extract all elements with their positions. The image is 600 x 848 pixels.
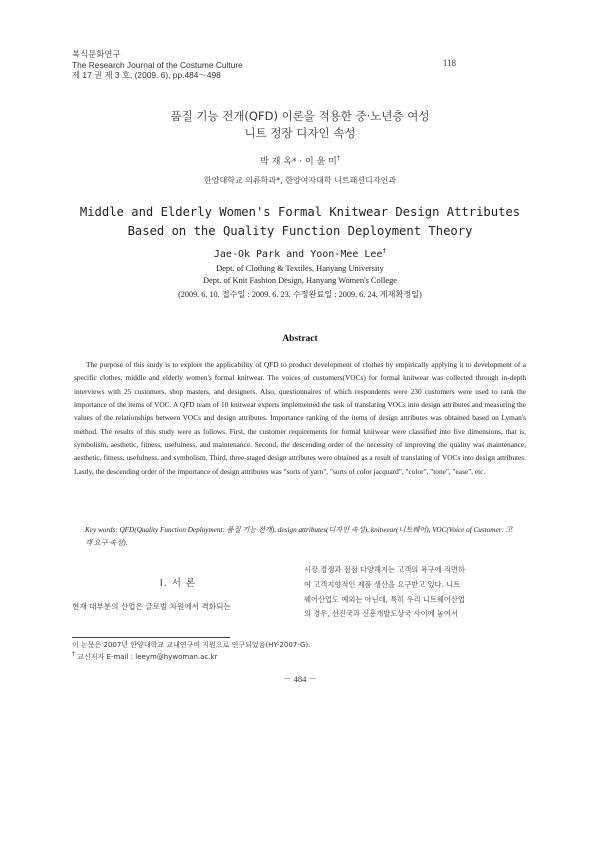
english-corresponding-mark: † — [382, 247, 387, 255]
english-authors — [0, 249, 600, 260]
korean-title-line-2: 니트 정장 디자인 속성 — [244, 126, 356, 140]
affiliation-2: Dept. of Knit Fashion Design, Hanyang Women's College — [203, 276, 397, 285]
footnote-corresponding — [72, 651, 310, 663]
journal-name-korean: 복식문화연구 — [72, 49, 121, 59]
footnote-divider — [72, 637, 230, 638]
korean-affiliation: 한양대학교 의류학과*, 한양여자대학 니트패션디자인과 — [204, 176, 396, 185]
section-title: Ⅰ. 서 론 — [159, 578, 197, 589]
english-title — [0, 203, 600, 241]
footnote-funding: 이 논문은 2007년 한양대학교 교내연구비 지원으로 연구되었음(HY-2007-G). — [72, 641, 311, 649]
corner-page-number: 118 — [442, 58, 456, 68]
right-line-2: 여 고객지향적인 제품 생산을 요구받고 있다. 니트 — [304, 579, 461, 589]
korean-authors — [0, 154, 600, 167]
korean-author-names: 박 재 옥* · 이 윤 미 — [260, 157, 337, 167]
page-number-footer: － 484 － — [282, 674, 317, 684]
journal-header — [72, 49, 243, 81]
right-line-4: 의 경우, 선진국과 신흥개발도상국 사이에 놓여서 — [304, 609, 458, 619]
keywords: Key words: QFD(Quality Function Deployment: 품질 기능 전개), design attributes(디자인 속성), knitwear(니트웨어), VOC(Voice of Customer: 고객 요구 속성). — [85, 526, 513, 547]
right-column — [304, 563, 526, 622]
corresponding-mark: † — [336, 155, 340, 162]
footnote-mark: † — [72, 650, 75, 658]
abstract-heading: Abstract — [282, 334, 318, 344]
left-column-text: 현재 대부분의 산업은 글로벌 차원에서 격화되는 — [72, 602, 231, 611]
korean-title — [0, 108, 600, 142]
left-column — [72, 568, 284, 612]
journal-name-english: The Research Journal of the Costume Culture — [72, 59, 243, 70]
abstract-text: The purpose of this study is to explore the applicability of QFD to product development of clothes by empirically applying it to development of a specific clothes, middle and elderly women's formal knitwear. The voices of customers(VOCs) for formal knitwear was collected through in-depth interviews with 25 customers, shop masters, and designers. Also, questionnaires of which respondents were 230 customers were used to rank the importance of the items of VOC. A QFD team of 10 knitwear experts implemented the task of translating VOCs into design attributes and measuring the values of the relationships between VOCs and design attributes. Importance ranking of the items of design attributes was obtained based on Lyman's method. The results of this study were as follows. First, the customer requirements for formal knitwear were classified into five dimensions, that is, symbolism, aesthetic, fitness, usefulness, and maintenance. Second, the descending order of the necessity of improving the quality was maintenance, aesthetic, fitness, usefulness, and symbolism. Third, three-staged design attributes were obtained as a result of translating of VOCs into design attributes. Lastly, the descending order of the importance of design attributes was "sorts of yarn", "sorts of color jacquard", "color", "tone", "ease", etc. — [74, 360, 526, 476]
korean-title-line-1: 품질 기능 전개(QFD) 이론을 적용한 중·노년층 여성 — [170, 109, 430, 123]
english-author-names: Jae-Ok Park and Yoon-Mee Lee — [213, 249, 383, 260]
right-line-3: 웨어산업도 예외는 아닌데, 특히 우리 니트웨어산업 — [304, 594, 465, 604]
footnote-email: 교신저자 E-mail : leeym@hywoman.ac.kr — [77, 653, 218, 661]
affiliation-1: Dept. of Clothing & Textiles, Hanyang University — [216, 264, 384, 273]
right-line-1: 시장 경쟁과 점점 다양해지는 고객의 욕구에 직면하 — [304, 565, 465, 574]
english-affiliations — [0, 263, 600, 287]
volume-info: 제 17 권 제 3 호, (2009. 6), pp.484～498 — [72, 70, 221, 80]
footnotes — [72, 639, 310, 663]
english-title-line-2: Based on the Quality Function Deployment Theory — [127, 224, 473, 238]
submission-dates: (2009. 6. 10. 접수일 : 2009. 6. 23. 수정완료일 : 2009. 6. 24. 게재확정일) — [178, 290, 422, 299]
english-title-line-1: Middle and Elderly Women's Formal Knitwear Design Attributes — [79, 205, 521, 219]
